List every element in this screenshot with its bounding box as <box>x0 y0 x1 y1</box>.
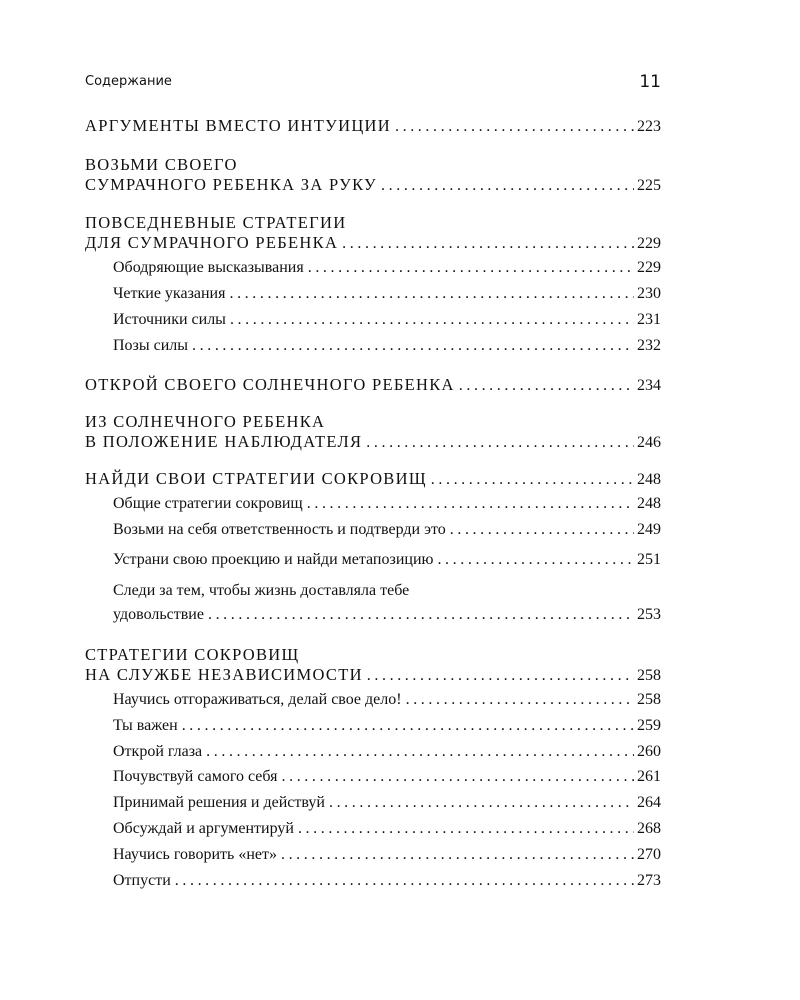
dot-leader <box>406 691 634 709</box>
toc-entry-title: СТРАТЕГИИ СОКРОВИЩ <box>85 645 300 664</box>
toc-entry-page: 259 <box>637 717 661 734</box>
toc-entry <box>85 375 661 397</box>
toc-entry-title: удовольствие <box>113 606 204 623</box>
toc-entry-title: В ПОЛОЖЕНИЕ НАБЛЮДАТЕЛЯ <box>85 432 363 451</box>
toc-subentry-continuation <box>113 606 661 628</box>
toc-entry-page: 268 <box>637 820 661 837</box>
toc-entry-page: 232 <box>637 337 661 354</box>
dot-leader <box>282 768 635 786</box>
dot-leader <box>182 717 634 735</box>
dot-leader <box>206 743 634 761</box>
dot-leader <box>307 495 634 513</box>
toc-entry <box>85 213 661 235</box>
dot-leader <box>459 377 634 395</box>
toc-entry-page: 229 <box>637 235 661 252</box>
dot-leader <box>229 285 634 303</box>
toc-entry-page: 260 <box>637 743 661 760</box>
toc-entry-title: Научись отгораживаться, делай свое дело! <box>113 691 402 708</box>
toc-entry-page: 258 <box>637 667 661 684</box>
toc-entry-title: Позы силы <box>113 337 189 354</box>
toc-entry-continuation <box>85 233 661 255</box>
toc-entry-page: 258 <box>637 691 661 708</box>
toc-entry-title: АРГУМЕНТЫ ВМЕСТО ИНТУИЦИИ <box>85 116 391 135</box>
dot-leader <box>450 521 634 539</box>
toc-entry-page: 261 <box>637 768 661 785</box>
toc-entry-title: ДЛЯ СУМРАЧНОГО РЕБЕНКА <box>85 233 339 252</box>
toc-entry-title: Ты важен <box>113 717 178 734</box>
toc-entry-title: ПОВСЕДНЕВНЫЕ СТРАТЕГИИ <box>85 213 347 232</box>
toc-subentry <box>113 259 661 281</box>
dot-leader <box>298 820 634 838</box>
toc-entry <box>85 116 661 138</box>
toc-subentry <box>113 337 661 359</box>
toc-entry-title: Ободряющие высказывания <box>113 259 304 276</box>
toc-subentry <box>113 846 661 868</box>
toc-entry <box>85 469 661 491</box>
dot-leader <box>175 872 634 890</box>
toc-entry-title: СУМРАЧНОГО РЕБЕНКА ЗА РУКУ <box>85 175 378 194</box>
toc-entry-title: Устрани свою проекцию и найди метапозицию <box>113 551 434 568</box>
dot-leader <box>192 337 634 355</box>
toc-entry-title: ВОЗЬМИ СВОЕГО <box>85 155 238 174</box>
toc-entry-title: Обсуждай и аргументируй <box>113 820 294 837</box>
dot-leader <box>342 235 634 253</box>
toc-entry <box>85 155 661 177</box>
toc-entry-title: Четкие указания <box>113 285 226 302</box>
toc-entry-page: 264 <box>637 794 661 811</box>
toc-entry-title: Открой глаза <box>113 743 203 760</box>
dot-leader <box>437 551 634 569</box>
toc-entry-page: 251 <box>637 551 661 568</box>
toc-entry-title: НАЙДИ СВОИ СТРАТЕГИИ СОКРОВИЩ <box>85 469 427 488</box>
toc-entry-page: 248 <box>637 471 661 488</box>
toc-subentry <box>113 717 661 739</box>
page-number: 11 <box>639 72 661 92</box>
toc-subentry <box>113 551 661 573</box>
toc-entry-title: ИЗ СОЛНЕЧНОГО РЕБЕНКА <box>85 412 326 431</box>
toc-entry-continuation <box>85 665 661 687</box>
toc-entry-title: ОТКРОЙ СВОЕГО СОЛНЕЧНОГО РЕБЕНКА <box>85 375 455 394</box>
toc-subentry <box>113 691 661 713</box>
toc-subentry <box>113 582 661 604</box>
dot-leader <box>308 259 634 277</box>
toc-entry-title: Отпусти <box>113 872 171 889</box>
dot-leader <box>381 177 634 195</box>
toc-entry <box>85 645 661 667</box>
toc-subentry <box>113 285 661 307</box>
toc-entry-page: 248 <box>637 495 661 512</box>
toc-entry-page: 223 <box>637 118 661 135</box>
toc-subentry <box>113 872 661 894</box>
toc-subentry <box>113 743 661 765</box>
toc-subentry <box>113 311 661 333</box>
dot-leader <box>366 434 634 452</box>
toc-entry-page: 246 <box>637 434 661 451</box>
toc-entry-page: 253 <box>637 606 661 623</box>
dot-leader <box>230 311 634 329</box>
toc-entry-page: 270 <box>637 846 661 863</box>
toc-entry-continuation <box>85 432 661 454</box>
toc-entry-page: 225 <box>637 177 661 194</box>
dot-leader <box>431 471 634 489</box>
toc-entry-page: 229 <box>637 259 661 276</box>
dot-leader <box>281 846 634 864</box>
dot-leader <box>367 667 634 685</box>
toc-subentry <box>113 521 661 543</box>
toc-entry-page: 231 <box>637 311 661 328</box>
toc-entry-title: Почувствуй самого себя <box>113 768 278 785</box>
toc-subentry <box>113 820 661 842</box>
toc-subentry <box>113 794 661 816</box>
toc-entry-title: Научись говорить «нет» <box>113 846 277 863</box>
running-header: Содержание <box>85 74 172 89</box>
dot-leader <box>208 606 634 624</box>
toc-entry-title: Следи за тем, чтобы жизнь доставляла тебе <box>113 582 410 599</box>
toc-entry-title: Источники силы <box>113 311 226 328</box>
dot-leader <box>395 118 634 136</box>
toc-entry <box>85 412 661 434</box>
toc-entry-page: 230 <box>637 285 661 302</box>
toc-entry-continuation <box>85 175 661 197</box>
toc-entry-title: Общие стратегии сокровищ <box>113 495 303 512</box>
toc-entry-title: Возьми на себя ответственность и подтверди это <box>113 521 446 538</box>
toc-entry-page: 273 <box>637 872 661 889</box>
toc-subentry <box>113 768 661 790</box>
toc-entry-page: 249 <box>637 521 661 538</box>
dot-leader <box>329 794 634 812</box>
toc-entry-title: НА СЛУЖБЕ НЕЗАВИСИМОСТИ <box>85 665 363 684</box>
toc-entry-title: Принимай решения и действуй <box>113 794 325 811</box>
toc-entry-page: 234 <box>637 377 661 394</box>
toc-subentry <box>113 495 661 517</box>
